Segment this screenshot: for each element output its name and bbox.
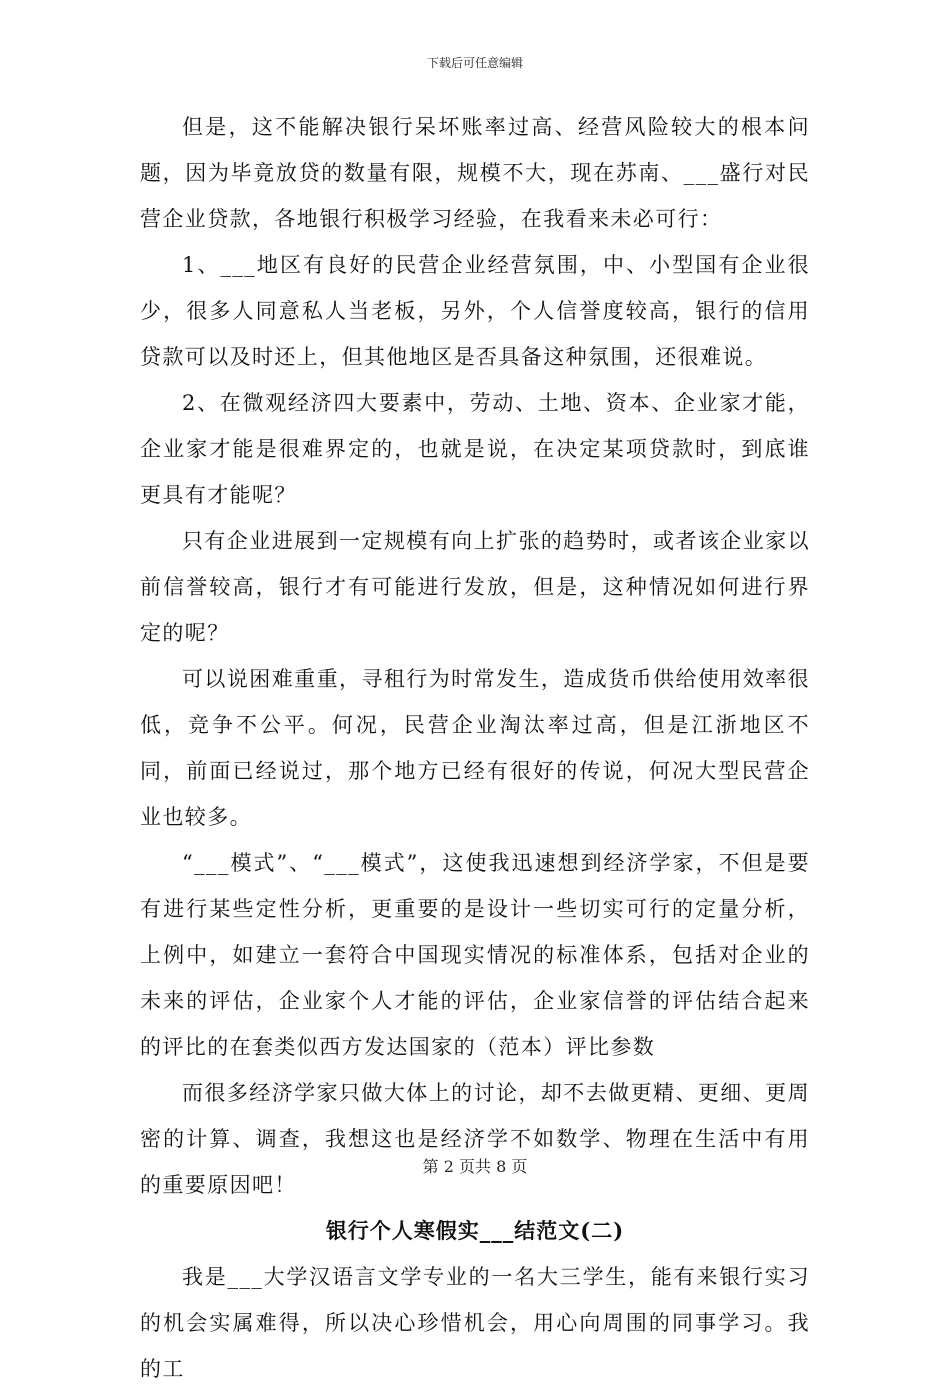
- document-body: [140, 104, 810, 1392]
- page-number-footer: 第 2 页共 8 页: [422, 1157, 528, 1176]
- section-title: 银行个人寒假实___结范文(二): [325, 1218, 625, 1243]
- paragraph: 而很多经济学家只做大体上的讨论，却不去做更精、更细、更周密的计算、调查，我想这也是经济学不如数学、物理在生活中有用的重要原因吧！: [140, 1081, 810, 1197]
- paragraph: 但是，这不能解决银行呆坏账率过高、经营风险较大的根本问题，因为毕竟放贷的数量有限，规模不大，现在苏南、___盛行对民营企业贷款，各地银行积极学习经验，在我看来未必可行：: [140, 115, 810, 231]
- paragraph: 2、在微观经济四大要素中，劳动、土地、资本、企业家才能，企业家才能是很难界定的，也就是说，在决定某项贷款时，到底谁更具有才能呢？: [140, 391, 810, 507]
- paragraph: 我是___大学汉语言文学专业的一名大三学生，能有来银行实习的机会实属难得，所以决心珍惜机会，用心向周围的同事学习。我的工: [140, 1265, 810, 1381]
- paragraph: 只有企业进展到一定规模有向上扩张的趋势时，或者该企业家以前信誉较高，银行才有可能进行发放，但是，这种情况如何进行界定的呢？: [140, 529, 810, 645]
- paragraph: 1、___地区有良好的民营企业经营氛围，中、小型国有企业很少，很多人同意私人当老板，另外，个人信誉度较高，银行的信用贷款可以及时还上，但其他地区是否具备这种氛围，还很难说。: [140, 253, 810, 369]
- page-header: 下载后可任意编辑: [426, 56, 523, 70]
- paragraph: “___模式”、“___模式”，这使我迅速想到经济学家，不但是要有进行某些定性分析，更重要的是设计一些切实可行的定量分析，上例中，如建立一套符合中国现实情况的标准体系，包括对企业的未来的评估，企业家个人才能的评估，企业家信誉的评估结合起来的评比的在套类似西方发达国家的（范本）评比参数: [140, 851, 810, 1059]
- paragraph: 可以说困难重重，寻租行为时常发生，造成货币供给使用效率很低，竞争不公平。何况，民营企业淘汰率过高，但是江浙地区不同，前面已经说过，那个地方已经有很好的传说，何况大型民营企业也较多。: [140, 667, 810, 829]
